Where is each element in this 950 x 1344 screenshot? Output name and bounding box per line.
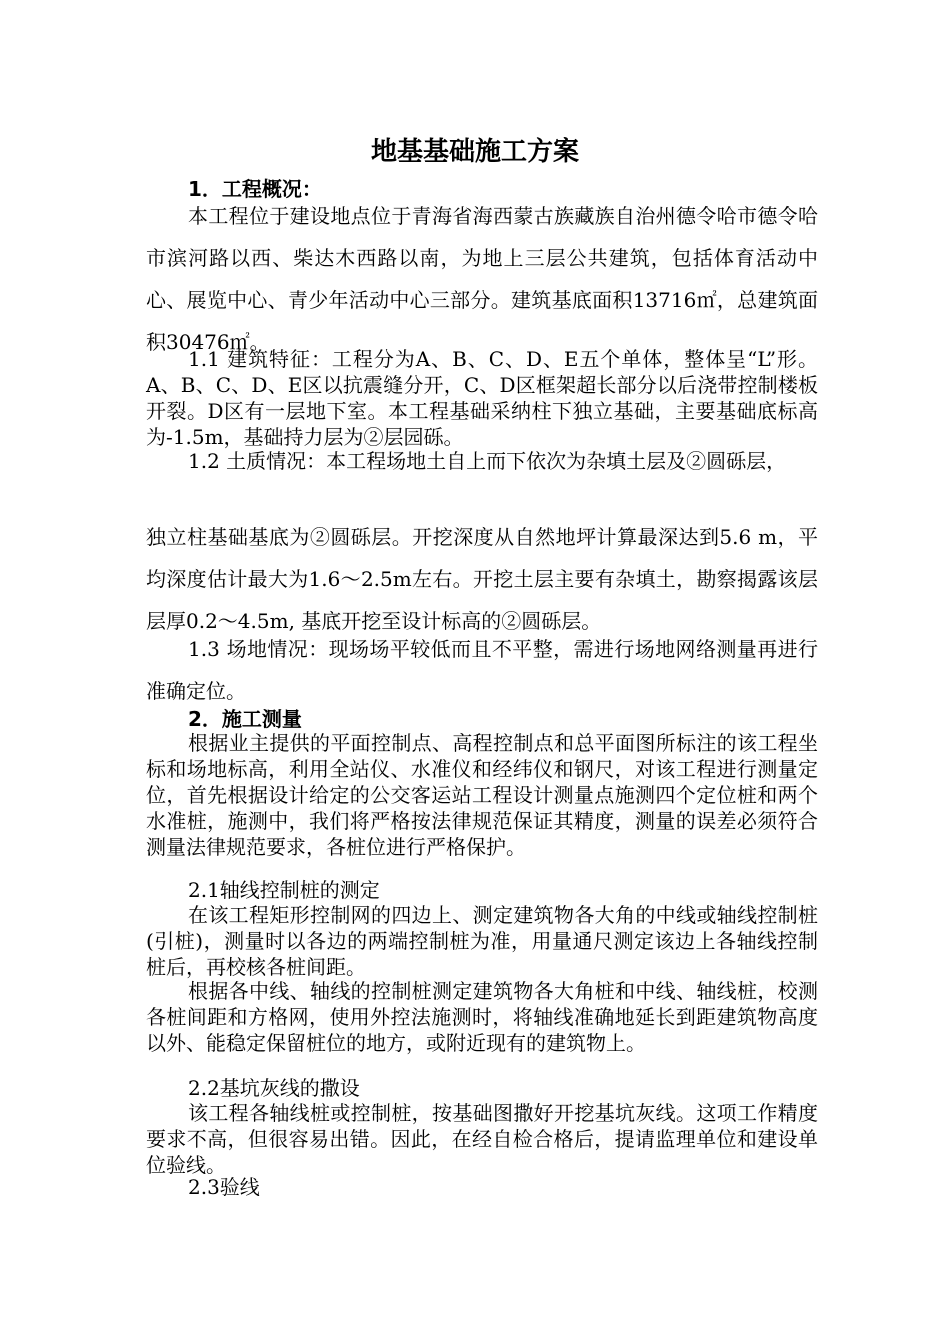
section-2-1-paragraph-1: 在该工程矩形控制网的四边上、测定建筑物各大角的中线或轴线控制桩(引桩)，测量时以各边的两端控制桩为准，用量通尺测定该边上各轴线控制桩后，再校核各桩间距。 (146, 903, 818, 979)
section-1-3-paragraph: 1.3 场地情况：现场场平较低而且不平整，需进行场地网络测量再进行准确定位。 (146, 637, 818, 703)
section-2-2-heading: 2.2基坑灰线的撒设 (188, 1076, 360, 1100)
document-title: 地基基础施工方案 (370, 137, 579, 167)
section-1-1-paragraph: 1.1 建筑特征：工程分为A、B、C、D、E五个单体，整体呈“L”形。A、B、C、D、E区以抗震缝分开，C、D区框架超长部分以后浇带控制楼板开裂。D区有一层地下室。本工程基础采纳柱下独立基础，主要基础底标高为-1.5m，基础持力层为②层园砾。 (146, 347, 818, 449)
section-1-paragraph: 本工程位于建设地点位于青海省海西蒙古族藏族自治州德令哈市德令哈市滨河路以西、柴达木西路以南，为地上三层公共建筑，包括体育活动中心、展览中心、青少年活动中心三部分。建筑基底面积13716㎡，总建筑面积30476㎡。 (146, 204, 818, 354)
section-2-1-paragraph-2: 根据各中线、轴线的控制桩测定建筑物各大角桩和中线、轴线桩，校测各桩间距和方格网，使用外控法施测时，将轴线准确地延长到距建筑物高度以外、能稳定保留桩位的地方，或附近现有的建筑物上。 (146, 979, 818, 1055)
section-1-2-paragraph: 1.2 土质情况：本工程场地土自上而下依次为杂填土层及②圆砾层， (188, 449, 787, 473)
section-2-2-paragraph: 该工程各轴线桩或控制桩，按基础图撒好开挖基坑灰线。这项工作精度要求不高，但很容易出错。因此，在经自检合格后，提请监理单位和建设单位验线。 (146, 1101, 818, 1177)
section-1-2-continuation: 独立柱基础基底为②圆砾层。开挖深度从自然地坪计算最深达到5.6 m，平均深度估计最大为1.6～2.5m左右。开挖土层主要有杂填土，勘察揭露该层层厚0.2～4.5m, 基底开挖至设计标高的②圆砾层。 (146, 525, 818, 633)
section-2-3-heading: 2.3验线 (188, 1175, 260, 1199)
section-2-heading: 2．施工测量 (188, 707, 302, 731)
section-2-1-heading: 2.1轴线控制桩的测定 (188, 878, 380, 902)
section-1-heading: 1．工程概况： (188, 177, 322, 201)
section-2-paragraph: 根据业主提供的平面控制点、高程控制点和总平面图所标注的该工程坐标和场地标高，利用全站仪、水准仪和经纬仪和钢尺，对该工程进行测量定位，首先根据设计给定的公交客运站工程设计测量点施测四个定位桩和两个水准桩，施测中，我们将严格按法律规范保证其精度，测量的误差必须符合测量法律规范要求，各桩位进行严格保护。 (146, 731, 818, 859)
